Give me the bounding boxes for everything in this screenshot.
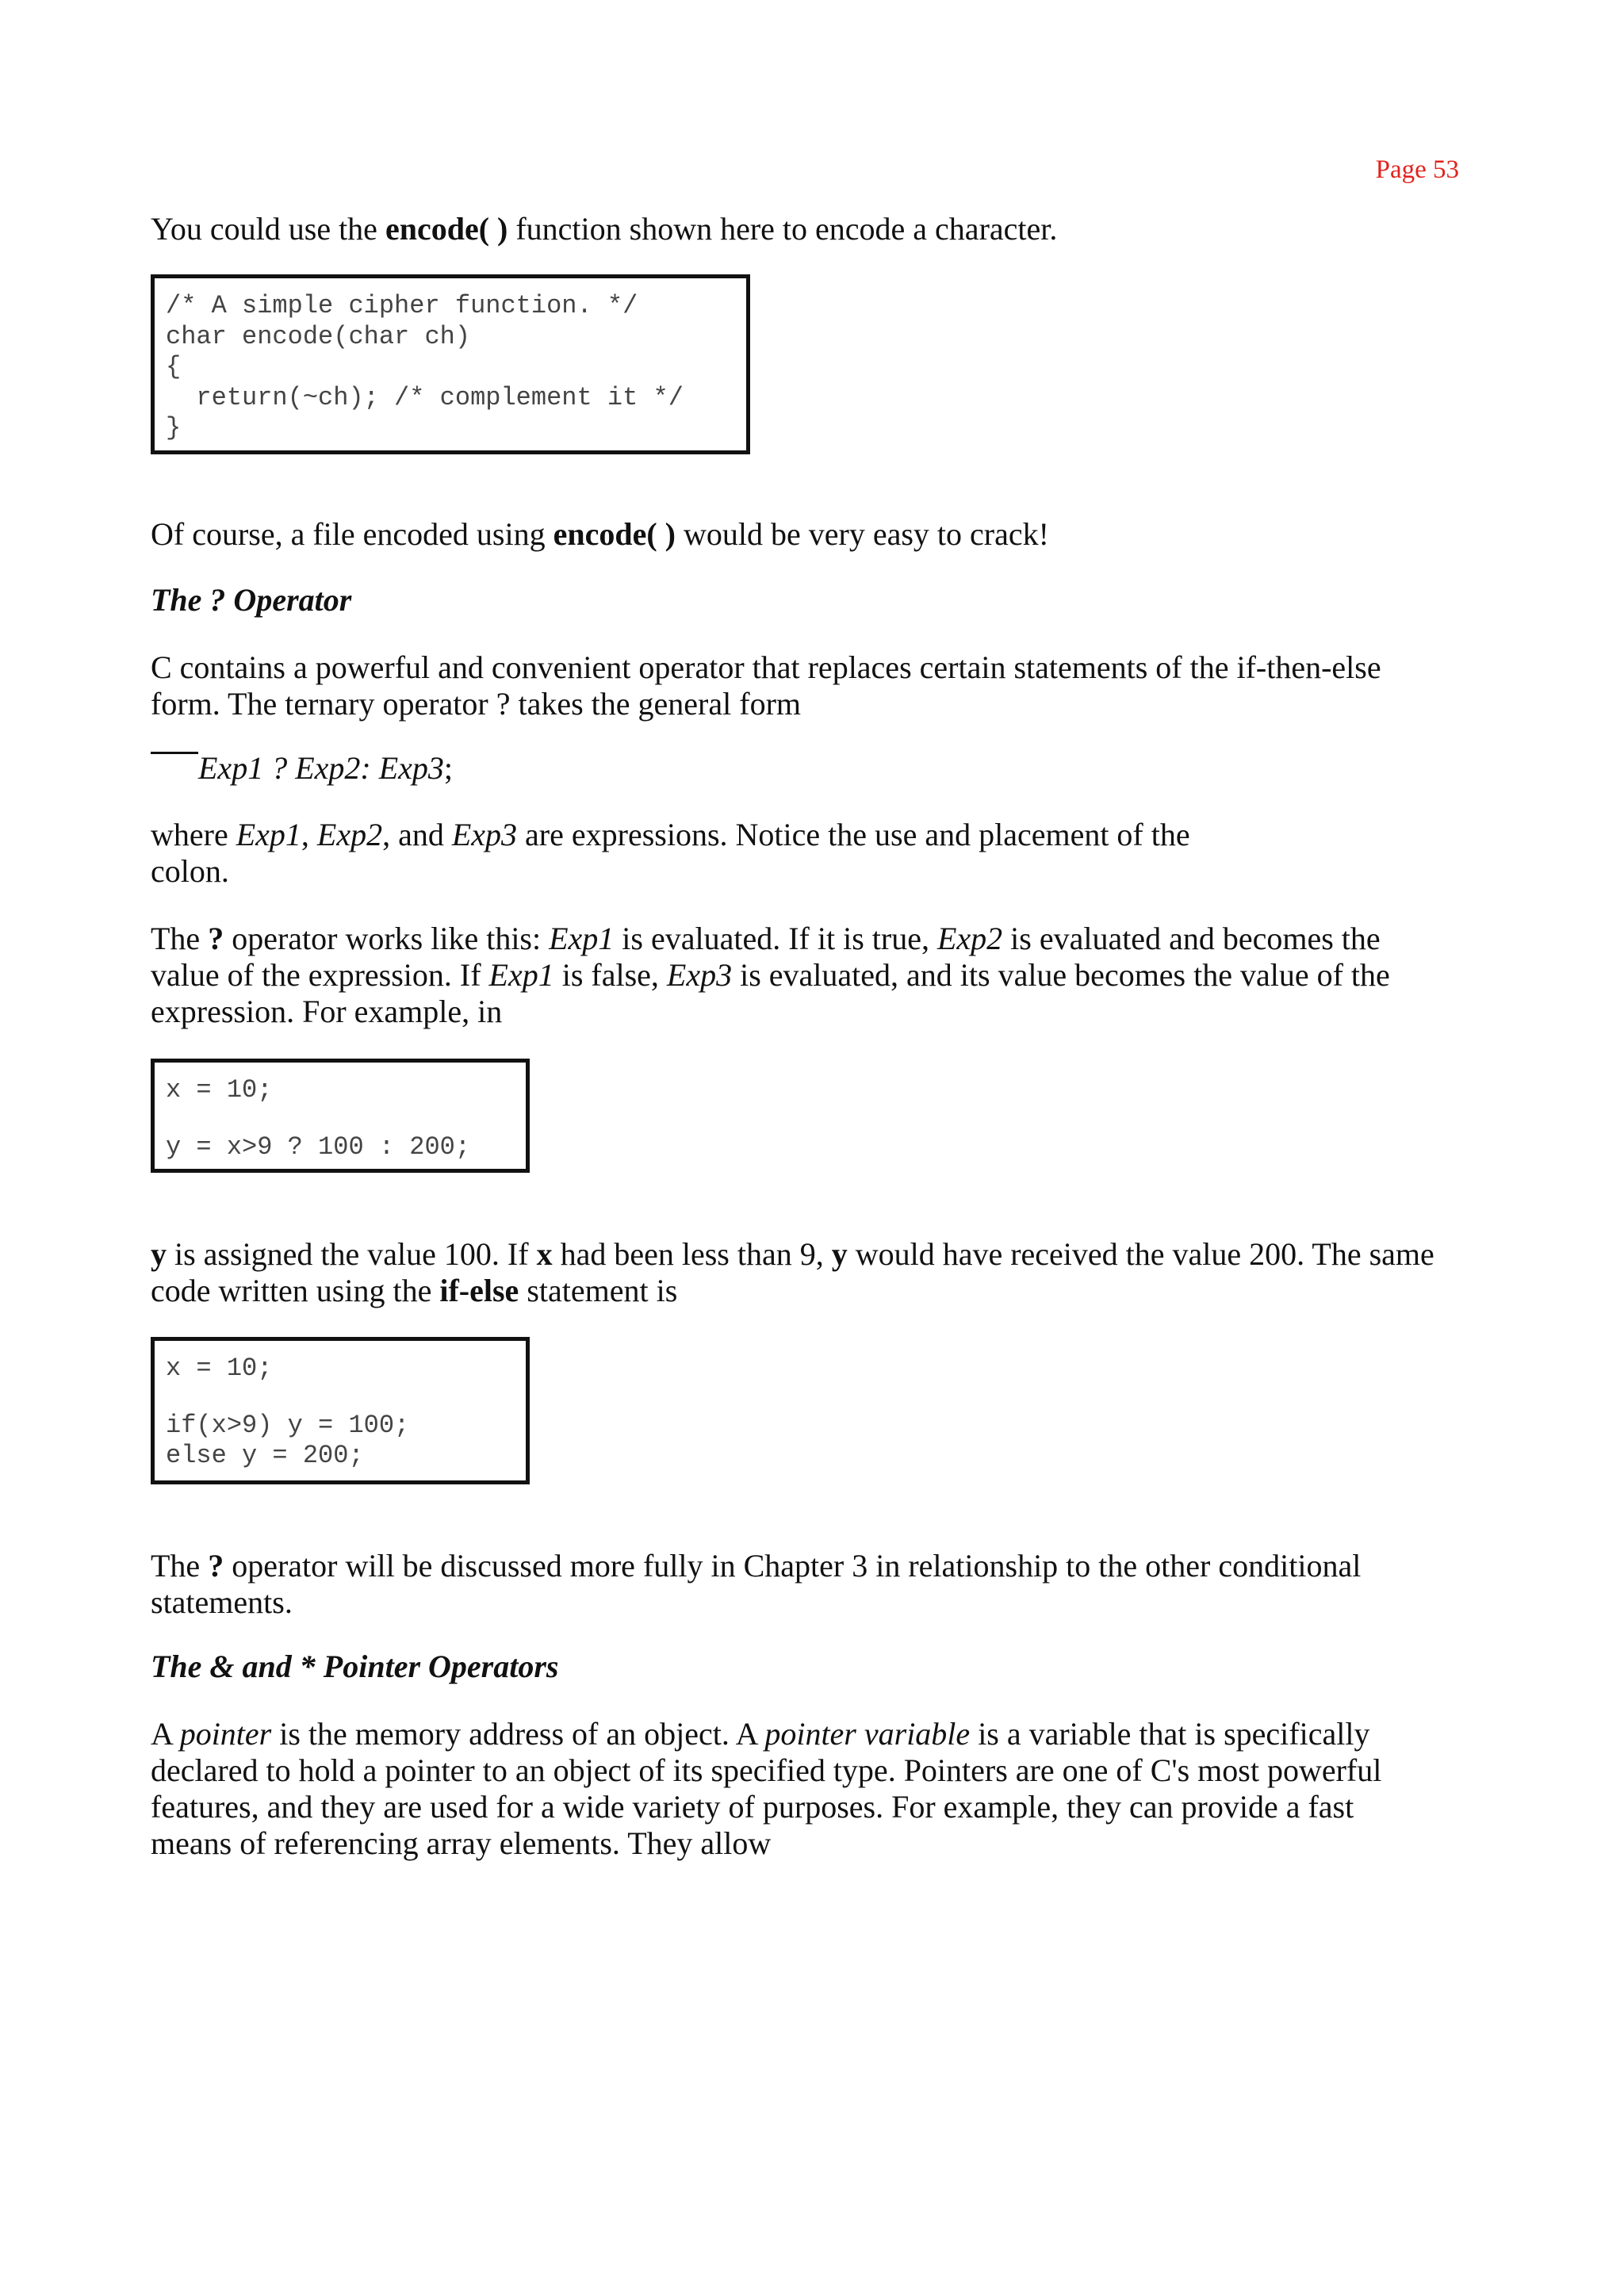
intro-bold-function: encode( ): [385, 211, 508, 247]
formula-question: ?: [263, 750, 296, 786]
where-paragraph: [151, 817, 1451, 890]
code-line: return(~ch); /* complement it */: [166, 382, 684, 412]
explain-text-5: is false,: [553, 957, 667, 993]
where-comma: ,: [301, 817, 317, 852]
explain-bold-question: ?: [208, 921, 224, 956]
assign-text-3: would have received the value 200. The same code written using the: [151, 1236, 1434, 1308]
assign-text-4: statement is: [519, 1273, 678, 1308]
pointer-paragraph: [151, 1716, 1435, 1862]
section-heading-ternary: The ? Operator: [151, 582, 352, 618]
code-line: y = x>9 ? 100 : 200;: [166, 1132, 471, 1162]
explain-text-2: operator works like this:: [224, 921, 550, 956]
operator-explanation-paragraph: [151, 921, 1435, 1030]
where-and: , and: [382, 817, 452, 852]
where-exp3: Exp3: [451, 817, 518, 852]
after-code-text-1: Of course, a file encoded using: [151, 516, 553, 552]
chapter-text-2: operator will be discussed more fully in Chapter 3 in relationship to the other conditional statements.: [151, 1548, 1362, 1620]
assignment-paragraph: [151, 1236, 1435, 1309]
intro-text-1: You could use the: [151, 211, 385, 247]
formula-exp2: Exp2: [295, 750, 361, 786]
chapter-reference-paragraph: [151, 1548, 1435, 1621]
formula-rule: [151, 752, 198, 754]
assign-bold-if-else: if-else: [439, 1273, 519, 1308]
explain-text-4: is evaluated and becomes the value of the expression. If: [151, 921, 1381, 993]
page-number: Page 53: [1375, 155, 1459, 184]
code-block-ternary: [151, 1059, 530, 1173]
assign-bold-x: x: [536, 1236, 553, 1272]
where-exp2: Exp2: [316, 817, 383, 852]
code-line: }: [166, 413, 182, 442]
assign-bold-y-2: y: [831, 1236, 848, 1272]
chapter-text-1: The: [151, 1548, 209, 1584]
after-code-paragraph: [151, 516, 1451, 553]
pointer-text-2: is the memory address of an object. A: [271, 1716, 765, 1752]
pointer-italic: pointer: [179, 1716, 272, 1752]
code-line: [166, 1106, 526, 1132]
where-exp1: Exp1: [236, 817, 301, 852]
code-line: [166, 1384, 526, 1411]
after-code-bold-function: encode( ): [553, 516, 676, 552]
explain-text-1: The: [151, 921, 209, 956]
after-code-text-2: would be very easy to crack!: [676, 516, 1049, 552]
where-colon-word: colon.: [151, 853, 229, 889]
explain-exp1-again: Exp1: [488, 957, 554, 993]
formula-exp3: Exp3: [378, 750, 444, 786]
code-line: else y = 200;: [166, 1441, 364, 1470]
section-heading-pointer: The & and * Pointer Operators: [151, 1649, 559, 1684]
chapter-bold-question: ?: [208, 1548, 224, 1584]
where-text-end: are expressions. Notice the use and placement of the: [517, 817, 1190, 852]
where-text: where: [151, 817, 236, 852]
explain-exp2: Exp2: [936, 921, 1003, 956]
ternary-intro-paragraph: C contains a powerful and convenient operator that replaces certain statements of the if-then-else form. The ternary operator ? takes the general form: [151, 649, 1381, 722]
code-line: x = 10;: [166, 1354, 273, 1383]
intro-paragraph: [151, 211, 1451, 247]
explain-text-6: is evaluated, and its value becomes the value of the expression. For example, in: [151, 957, 1390, 1029]
code-line: x = 10;: [166, 1075, 273, 1105]
intro-text-2: function shown here to encode a character.: [508, 211, 1058, 247]
explain-exp3: Exp3: [666, 957, 733, 993]
pointer-text-1: A: [151, 1716, 180, 1752]
explain-text-3: is evaluated. If it is true,: [614, 921, 937, 956]
explain-exp1: Exp1: [549, 921, 615, 956]
code-line: {: [166, 352, 182, 381]
code-line: /* A simple cipher function. */: [166, 291, 638, 320]
code-block-if-else: [151, 1337, 530, 1484]
pointer-variable-italic: pointer variable: [764, 1716, 971, 1752]
formula-text: [151, 750, 453, 787]
assign-text-2: had been less than 9,: [552, 1236, 832, 1272]
code-line: char encode(char ch): [166, 321, 471, 351]
formula-colon: :: [360, 750, 379, 786]
code-block-encode: [151, 274, 750, 454]
assign-text-1: is assigned the value 100. If: [167, 1236, 537, 1272]
code-line: if(x>9) y = 100;: [166, 1410, 410, 1440]
assign-bold-y: y: [151, 1236, 167, 1272]
formula-semicolon: ;: [443, 750, 454, 786]
ternary-general-form: [151, 750, 453, 787]
pointer-text-3: is a variable that is specifically declared to hold a pointer to an object of its specified type. Pointers are one of C's most powerful features, and they are used for a wide variety of purposes. For example, they can provide a fast means of referencing array elements. They allow: [151, 1716, 1382, 1861]
formula-exp1: Exp1: [198, 750, 264, 786]
